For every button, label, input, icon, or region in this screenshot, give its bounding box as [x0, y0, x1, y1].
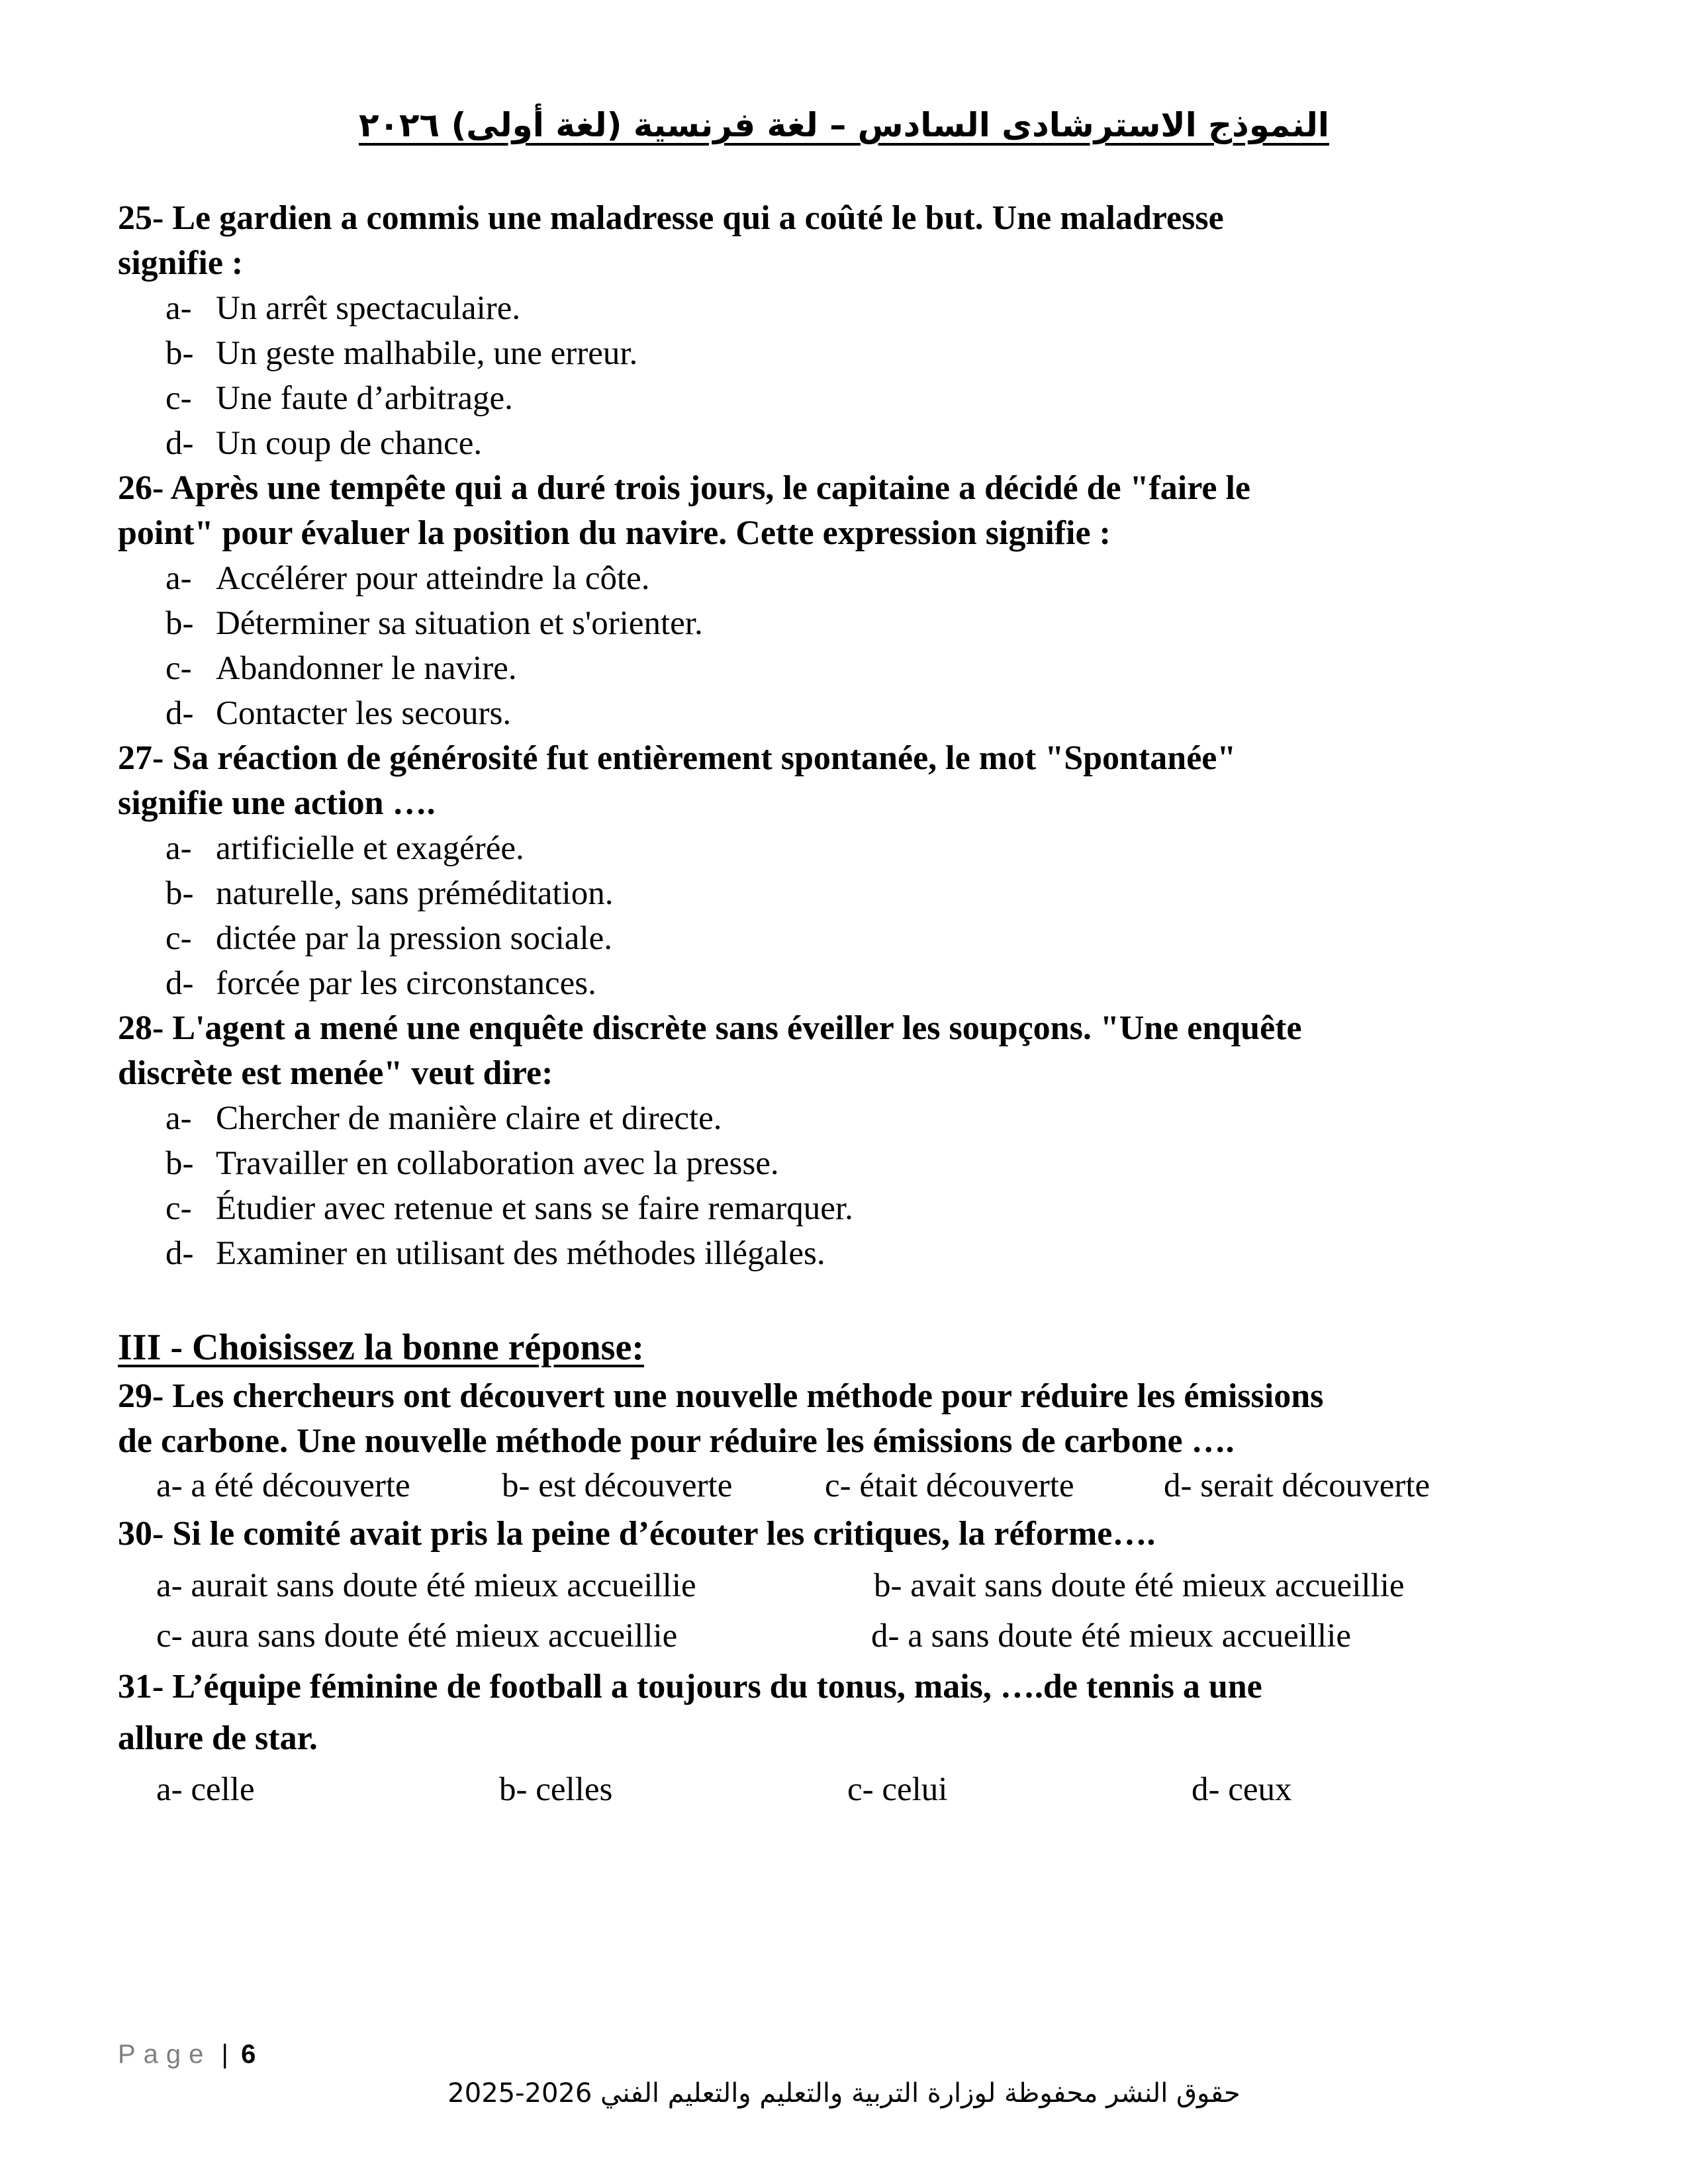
option-a: a- Chercher de manière claire et directe.	[165, 1100, 722, 1137]
question-text: 30- Si le comité avait pris la peine d’écouter les critiques, la réforme….	[118, 1515, 1156, 1553]
option-b: b- naturelle, sans préméditation.	[165, 875, 614, 912]
question-text: 31- L’équipe féminine de football a toujours du tonus, mais, ….de tennis a une allure de star.	[118, 1668, 1262, 1757]
option-d: d- a sans doute été mieux accueillie	[871, 1617, 1352, 1655]
option-a: a- artificielle et exagérée.	[165, 830, 524, 867]
copyright-footer	[0, 2078, 1688, 2109]
page-label: Page	[118, 2040, 212, 2069]
options-list	[118, 1096, 1508, 1276]
option-b: b- Un geste malhabile, une erreur.	[165, 335, 638, 372]
options-list	[118, 286, 1508, 466]
question-26	[118, 466, 1508, 736]
option-c: c- Étudier avec retenue et sans se faire remarquer.	[165, 1190, 853, 1227]
page-separator: |	[221, 2040, 228, 2069]
question-28	[118, 1006, 1508, 1276]
page-number: 6	[241, 2040, 256, 2069]
option-a: a- Un arrêt spectaculaire.	[165, 290, 521, 327]
question-25	[118, 196, 1508, 466]
option-a: a- a été découverte	[156, 1467, 410, 1504]
page-title: النموذج الاسترشادى السادس – لغة فرنسية (لغة أولى) ٢٠٢٦	[358, 106, 1330, 144]
question-31	[118, 1661, 1508, 1815]
option-d: d- serait découverte	[1164, 1467, 1430, 1504]
options-row	[118, 1611, 1508, 1661]
question-30	[118, 1508, 1508, 1661]
copyright-text: حقوق النشر محفوظة لوزارة التربية والتعليم والتعليم الفني 2026-2025	[447, 2078, 1241, 2109]
options-row	[118, 1561, 1508, 1611]
option-a: a- aurait sans doute été mieux accueillie	[156, 1567, 696, 1604]
page-number-footer	[118, 2040, 256, 2070]
option-d: d- forcée par les circonstances.	[165, 965, 596, 1002]
option-c: c- dictée par la pression sociale.	[165, 920, 613, 957]
option-c: c- celui	[847, 1771, 948, 1808]
option-b: b- avait sans doute été mieux accueillie	[874, 1567, 1405, 1604]
question-text: 26- Après une tempête qui a duré trois jours, le capitaine a décidé de "faire le point" pour évaluer la position du navire. Cette expression signifie :	[118, 469, 1250, 552]
question-text: 25- Le gardien a commis une maladresse qui a coûté le but. Une maladresse signifie :	[118, 199, 1224, 282]
option-c: c- était découverte	[825, 1467, 1074, 1504]
question-27	[118, 736, 1508, 1006]
option-d: d- Examiner en utilisant des méthodes illégales.	[165, 1235, 825, 1272]
option-c: c- aura sans doute été mieux accueillie	[156, 1617, 678, 1655]
exam-content	[118, 196, 1508, 1815]
option-d: d- Contacter les secours.	[165, 695, 512, 732]
page-header	[0, 106, 1688, 144]
options-list	[118, 826, 1508, 1006]
option-d: d- Un coup de chance.	[165, 425, 483, 462]
question-29	[118, 1374, 1508, 1508]
options-row	[118, 1764, 1508, 1815]
question-text: 28- L'agent a mené une enquête discrète sans éveiller les soupçons. "Une enquête discrète est menée" veut dire:	[118, 1009, 1302, 1092]
option-a: a- celle	[156, 1771, 255, 1808]
section-heading: III - Choisissez la bonne réponse:	[118, 1327, 644, 1368]
option-d: d- ceux	[1192, 1771, 1292, 1808]
option-b: b- Déterminer sa situation et s'orienter.	[165, 605, 703, 642]
question-text: 27- Sa réaction de générosité fut entièrement spontanée, le mot "Spontanée" signifie une action ….	[118, 739, 1237, 822]
options-list	[118, 556, 1508, 736]
option-b: b- Travailler en collaboration avec la presse.	[165, 1145, 779, 1182]
option-c: c- Abandonner le navire.	[165, 650, 517, 687]
option-b: b- celles	[499, 1771, 613, 1808]
option-c: c- Une faute d’arbitrage.	[165, 380, 513, 417]
option-a: a- Accélérer pour atteindre la côte.	[165, 560, 650, 597]
option-b: b- est découverte	[502, 1467, 733, 1504]
question-text: 29- Les chercheurs ont découvert une nouvelle méthode pour réduire les émissions de carbone. Une nouvelle méthode pour réduire les émissions de carbone ….	[118, 1377, 1324, 1460]
options-row	[118, 1464, 1508, 1508]
